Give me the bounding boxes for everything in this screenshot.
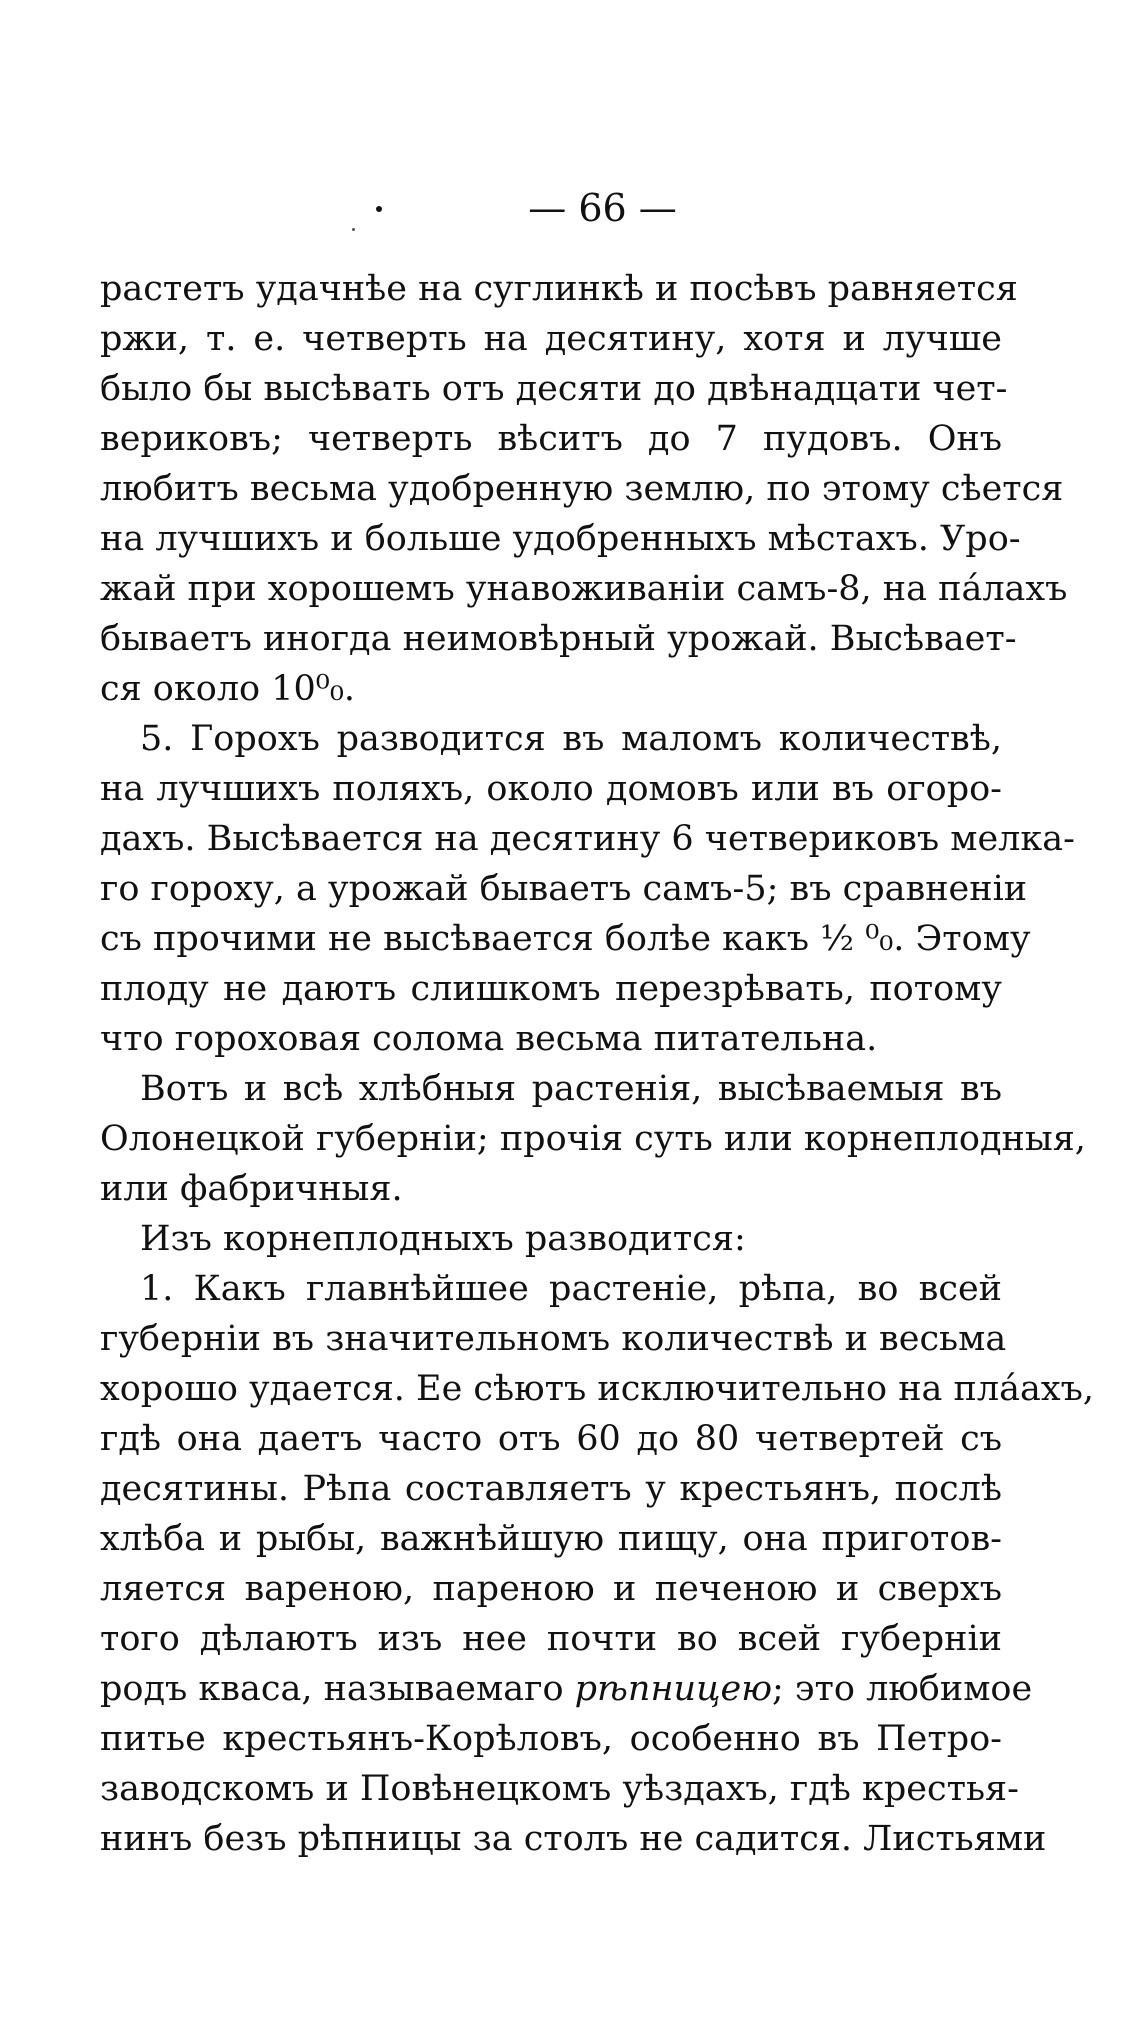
text-line: десятины. Рѣпа составляетъ у крестьянъ, послѣ (100, 1469, 1002, 1509)
text-line: вериковъ; четверть вѣситъ до 7 пудовъ. Онъ (100, 419, 1002, 459)
text-line: плоду не даютъ слишкомъ перезрѣвать, потому (100, 969, 1002, 1009)
text-line: любитъ весьма удобренную землю, по этому сѣется (100, 469, 1064, 509)
text-line: ляется вареною, пареною и печеною и сверхъ (100, 1569, 1002, 1609)
text-line: заводскомъ и Повѣнецкомъ уѣздахъ, гдѣ крестья- (100, 1769, 1019, 1809)
paragraph-start: 5. Горохъ разводится въ маломъ количествѣ, (140, 719, 1002, 759)
text-line: нинъ безъ рѣпницы за столъ не садится. Листьями (100, 1819, 1047, 1859)
text-line: или фабричныя. (100, 1169, 403, 1209)
paragraph-start: 1. Какъ главнѣйшее растеніе, рѣпа, во всей (140, 1269, 1002, 1309)
page-number: — 66 — (528, 186, 677, 230)
text-line: ся около 10⁰₀. (100, 669, 355, 709)
text-line: го гороху, а урожай бываетъ самъ-5; въ сравненіи (100, 869, 1028, 909)
text-line: хорошо удается. Ее сѣютъ исключительно на плáахъ, (100, 1369, 1094, 1409)
text-line: растетъ удачнѣе на суглинкѣ и посѣвъ равняется (100, 269, 1018, 309)
text-line: питье крестьянъ-Корѣловъ, особенно въ Петро- (100, 1719, 1002, 1759)
italic-term: рѣпницею (574, 1669, 773, 1709)
text-line: Олонецкой губерніи; прочія суть или корнеплодныя, (100, 1119, 1086, 1159)
text-line: на лучшихъ поляхъ, около домовъ или въ огоро- (100, 769, 1002, 809)
text-line: бываетъ иногда неимовѣрный урожай. Высѣвает- (100, 619, 1017, 659)
text-line: того дѣлаютъ изъ нее почти во всей губерніи (100, 1619, 1002, 1659)
text-line: было бы высѣвать отъ десяти до двѣнадцати чет- (100, 369, 1008, 409)
text-line: на лучшихъ и больше удобренныхъ мѣстахъ. Уро- (100, 519, 1021, 559)
text-line: гдѣ она даетъ часто отъ 60 до 80 четвертей съ (100, 1419, 1002, 1459)
text-line: жай при хорошемъ унавоживаніи самъ-8, на пáлахъ (100, 569, 1068, 609)
text-line (100, 1664, 1033, 1714)
paragraph-start: Изъ корнеплодныхъ разводится: (140, 1219, 746, 1259)
text-fragment: ; это любимое (772, 1669, 1033, 1709)
text-line: съ прочими не высѣвается болѣе какъ ½ ⁰₀. Этому (100, 919, 1031, 959)
text-line: хлѣба и рыбы, важнѣйшую пищу, она приготов- (100, 1519, 1002, 1559)
text-fragment: родъ кваса, называемаго (100, 1669, 575, 1709)
text-line: дахъ. Высѣвается на десятину 6 четвериковъ мелка- (100, 819, 1075, 859)
paragraph-start: Вотъ и всѣ хлѣбныя растенія, высѣваемыя въ (140, 1069, 1002, 1109)
text-line: губерніи въ значительномъ количествѣ и весьма (100, 1319, 1007, 1359)
page-header (0, 178, 1140, 238)
text-line: что гороховая солома весьма питательна. (100, 1019, 878, 1059)
text-line: ржи, т. е. четверть на десятину, хотя и лучше (100, 319, 1002, 359)
